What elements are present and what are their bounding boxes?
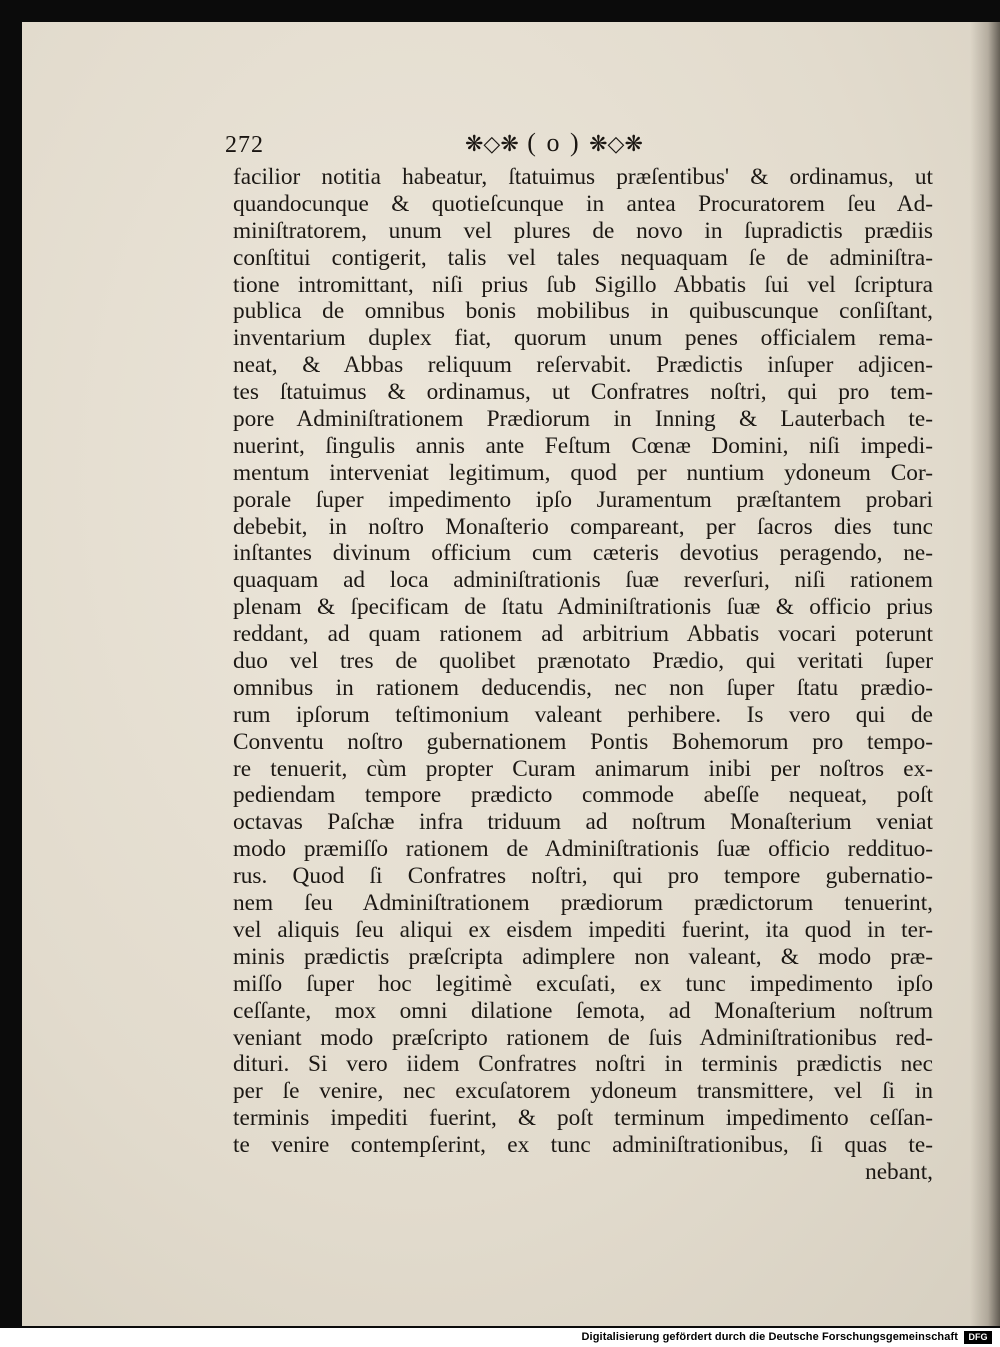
text-line: reddant, ad quam rationem ad arbitrium Abbatis vocari poterunt xyxy=(233,621,933,648)
text-line: re tenuerit, cùm propter Curam animarum inibi per noſtros ex- xyxy=(233,755,933,782)
text-line: nem ſeu Adminiſtrationem prædiorum prædictorum tenuerint, xyxy=(233,890,933,917)
text-line: quandocunque & quotieſcunque in antea Procuratorem ſeu Ad- xyxy=(233,190,933,217)
text-line: miniſtratorem, unum vel plures de novo in ſupradictis prædiis xyxy=(233,217,933,244)
text-line: per ſe venire, nec excuſatorem ydoneum transmittere, vel ſi in xyxy=(233,1078,933,1105)
digitization-footer xyxy=(0,1328,1000,1347)
header-ornament xyxy=(465,128,643,158)
dfg-logo: DFG xyxy=(964,1331,992,1344)
text-line: octavas Paſchæ infra triduum ad noſtrum Monaſterium veniat xyxy=(233,809,933,836)
text-line: tione intromittant, niſi prius ſub Sigillo Abbatis ſui vel ſcriptura xyxy=(233,271,933,298)
text-line: tes ſtatuimus & ordinamus, ut Confratres noſtri, qui pro tem- xyxy=(233,379,933,406)
text-line: porale ſuper impedimento ipſo Juramentum præſtantem probari xyxy=(233,486,933,513)
text-line: miſſo ſuper hoc legitimè excuſati, ex tunc impedimento ipſo xyxy=(233,970,933,997)
text-line: pore Adminiſtrationem Prædiorum in Inning & Lauterbach te- xyxy=(233,406,933,433)
page-spine-shadow xyxy=(970,22,1000,1326)
footer-credit: Digitalisierung gefördert durch die Deutsche Forschungsgemeinschaft xyxy=(581,1331,958,1343)
running-header xyxy=(225,128,935,166)
text-line: neat, & Abbas reliquum reſervabit. Prædictis inſuper adjicen- xyxy=(233,352,933,379)
text-line: vel aliquis ſeu aliqui ex eisdem impediti fuerint, ita quod in ter- xyxy=(233,916,933,943)
ornament-left-icon: ❋◇❋ xyxy=(465,131,519,156)
text-line: ceſſante, mox omni dilatione ſemota, ad Monaſterium noſtrum xyxy=(233,997,933,1024)
text-line: debebit, in noſtro Monaſterio compareant, per ſacros dies tunc xyxy=(233,513,933,540)
text-line: nuerint, ſingulis annis ante Feſtum Cœnæ Domini, niſi impedi- xyxy=(233,432,933,459)
text-line: duo vel tres de quolibet prænotato Prædio, qui veritati ſuper xyxy=(233,648,933,675)
text-line: veniant modo præſcripto rationem de ſuis Adminiſtrationibus red- xyxy=(233,1024,933,1051)
text-line: pediendam tempore prædicto commode abeſſe nequeat, poſt xyxy=(233,782,933,809)
text-line: conſtitui contigerit, talis vel tales nequaquam ſe de adminiſtra- xyxy=(233,244,933,271)
ornament-right-icon: ❋◇❋ xyxy=(589,131,643,156)
text-line: publica de omnibus bonis mobilibus in quibuscunque conſiſtant, xyxy=(233,298,933,325)
text-line: omnibus in rationem deducendis, nec non ſuper ſtatu prædio- xyxy=(233,674,933,701)
text-line: Conventu noſtro gubernationem Pontis Bohemorum pro tempo- xyxy=(233,728,933,755)
text-line: rum ipſorum teſtimonium valeant perhibere. Is vero qui de xyxy=(233,701,933,728)
text-line: nebant, xyxy=(865,1158,933,1185)
text-line: inſtantes divinum officium cum cæteris devotius peragendo, ne- xyxy=(233,540,933,567)
text-line: te venire contempſerint, ex tunc adminiſtrationibus, ſi quas te- xyxy=(233,1132,933,1159)
body-text xyxy=(233,164,933,1186)
text-line: terminis impediti fuerint, & poſt terminum impedimento ceſſan- xyxy=(233,1105,933,1132)
text-line: facilior notitia habeatur, ſtatuimus præſentibus' & ordinamus, ut xyxy=(233,164,933,190)
ornament-center: ( o ) xyxy=(527,128,581,157)
text-line: dituri. Si vero iidem Confratres noſtri in terminis prædictis nec xyxy=(233,1051,933,1078)
text-line: plenam & ſpecificam de ſtatu Adminiſtrationis ſuæ & officio prius xyxy=(233,594,933,621)
text-line: modo præmiſſo rationem de Adminiſtrationis ſuæ officio reddituo- xyxy=(233,836,933,863)
text-line: inventarium duplex fiat, quorum unum penes officialem rema- xyxy=(233,325,933,352)
text-line: rus. Quod ſi Confratres noſtri, qui pro tempore gubernatio- xyxy=(233,863,933,890)
page-number: 272 xyxy=(225,132,264,158)
text-line: mentum interveniat legitimum, quod per nuntium ydoneum Cor- xyxy=(233,459,933,486)
text-line: minis prædictis præſcripta adimplere non valeant, & modo præ- xyxy=(233,943,933,970)
text-line: quaquam ad loca adminiſtrationis ſuæ reverſuri, niſi rationem xyxy=(233,567,933,594)
